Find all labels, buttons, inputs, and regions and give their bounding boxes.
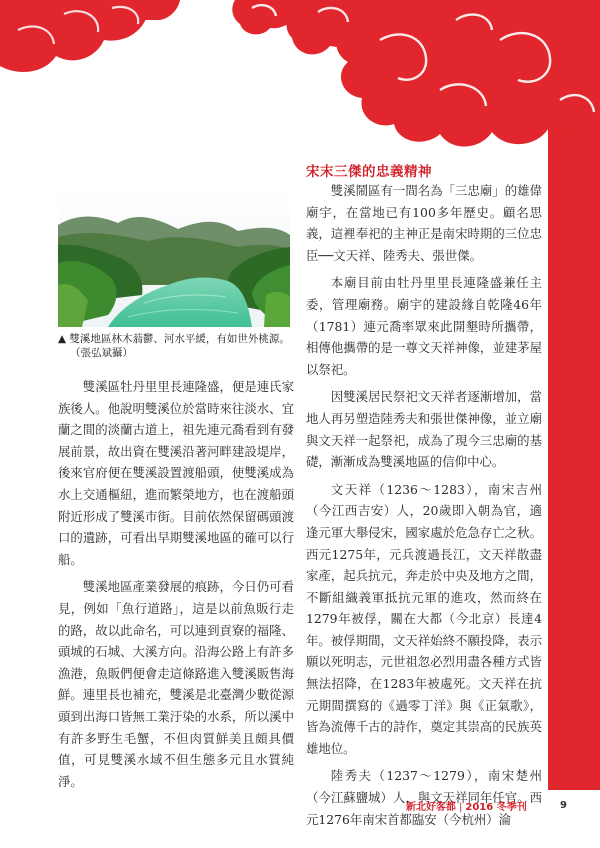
paragraph: 雙溪地區產業發展的痕跡，今日仍可看見，例如「魚行道路」，這是以前魚販行走的路，故以此命名，可以連到貢寮的福隆、頭城的石城、大溪方向。沿海公路上有許多漁港，魚販們便會走這條路進入雙溪販售海鮮。連里長也補充，雙溪是北臺灣少數從源頭到出海口皆無工業汙染的水系，所以溪中有許多野生毛蟹，不但肉質鮮美且頗具價值，可見雙溪水域不但生態多元且水質純淨。 — [58, 579, 294, 789]
river-landscape-photo — [58, 185, 290, 327]
paragraph: 本廟目前由牡丹里里長連隆盛兼任主委，管理廟務。廟宇的建設緣自乾隆46年（1781）連元喬率眾來此開墾時所攜帶，相傳他攜帶的是一尊文天祥神像，並建茅屋以祭祀。 — [306, 275, 542, 377]
cloud-top-left — [0, 0, 180, 72]
left-text-column — [58, 376, 294, 798]
photo-caption — [58, 332, 298, 360]
right-text-column — [306, 180, 542, 836]
paragraph: 文天祥（1236～1283），南宋吉州（今江西吉安）人，20歲即入朝為官，適逢元軍大舉侵宋，國家處於危急存亡之秋。西元1275年，元兵渡過長江，文天祥散盡家產，起兵抗元，奔走於中央及地方之間，不斷組織義軍抵抗元軍的進攻，然而終在1279年被俘，關在大都（今北京）長達4年。被俘期間，文天祥始終不願投降，表示願以死明志，元世祖忽必烈用盡各種方式皆無法招降，在1283年被處死。文天祥在抗元期間撰寫的《過零丁洋》與《正氣歌》，皆為流傳千古的詩作，奠定其崇高的民族英雄地位。 — [306, 481, 542, 756]
paragraph: 雙溪鬧區有一間名為「三忠廟」的雄偉廟宇，在當地已有100多年歷史。顧名思義，這裡奉祀的主神正是南宋時期的三位忠臣──文天祥、陸秀夫、張世傑。 — [306, 183, 542, 263]
page-number: 9 — [560, 800, 567, 811]
paragraph: 陸秀夫（1237～1279），南宋楚州（今江蘇鹽城）人，與文天祥同年任官。西元1276年南宋首都臨安（今杭州）淪 — [306, 768, 542, 827]
caption-line-1: ▲ 雙溪地區林木蓊鬱、河水平緩，有如世外桃源。 — [58, 333, 290, 345]
caption-credit: （張弘斌攝） — [70, 347, 133, 359]
magazine-footer — [406, 798, 527, 813]
magazine-name: 新北好客都 — [406, 802, 456, 813]
section-heading: 宋末三傑的忠義精神 — [306, 164, 432, 180]
right-red-band — [548, 100, 600, 848]
issue-label: 2016 冬季刊 — [465, 802, 527, 813]
footer-separator: | — [459, 802, 463, 813]
paragraph: 雙溪區牡丹里里長連隆盛，便是連氏家族後人。他說明雙溪位於當時來往淡水、宜蘭之間的淡蘭古道上，祖先連元喬看到有發展前景，故出資在雙溪沿著河畔建設堤岸，後來官府便在雙溪設置渡船頭，使雙溪成為水上交通樞紐，進而繁榮地方，也在渡船頭附近形成了雙溪市街。目前依然保留碼頭渡口的遺跡，可看出早期雙溪地區的確可以行船。 — [58, 379, 294, 567]
paragraph: 因雙溪居民祭祀文天祥者逐漸增加，當地人再另塑造陸秀夫和張世傑神像，並立廟與文天祥一起祭祀，成為了現今三忠廟的基礎，漸漸成為雙溪地區的信仰中心。 — [306, 389, 542, 470]
